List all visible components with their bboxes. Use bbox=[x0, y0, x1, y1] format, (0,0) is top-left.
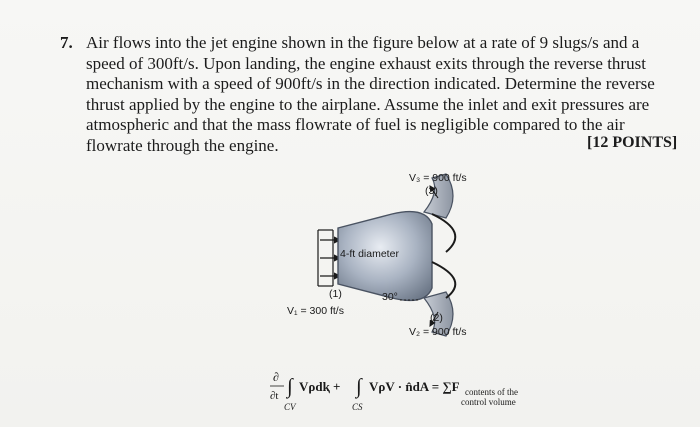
sum-subscript-line1: contents of the bbox=[465, 387, 518, 397]
integral-sign-2: ∫ bbox=[356, 374, 362, 398]
cascade-vanes bbox=[432, 214, 455, 298]
sum-subscript-line2: control volume bbox=[461, 397, 516, 407]
diameter-label: 4-ft diameter bbox=[340, 248, 399, 260]
v3-label: V₃ = 900 ft/s bbox=[409, 172, 467, 184]
v1-label: V₁ = 300 ft/s bbox=[287, 305, 344, 317]
cv-subscript: CV bbox=[284, 402, 296, 412]
partial-top: ∂ bbox=[273, 370, 279, 384]
section-2-label: (2) bbox=[430, 312, 443, 324]
points-label: [12 POINTS] bbox=[587, 134, 678, 151]
section-1-label: (1) bbox=[329, 288, 342, 300]
problem-line: thrust applied by the engine to the airplane. Assume the inlet and exit pressures are bbox=[86, 94, 650, 114]
section-3-label: (3) bbox=[425, 185, 438, 197]
cs-subscript: CS bbox=[352, 402, 363, 412]
v2-label: V₂ = 900 ft/s bbox=[409, 326, 467, 338]
integrand-2: VρV · n̂dA = ∑F bbox=[369, 379, 460, 394]
problem-line: flowrate through the engine. bbox=[86, 135, 279, 155]
problem-line: atmospheric and that the mass flowrate of fuel is negligible compared to the air bbox=[86, 115, 625, 134]
inflow-arrows bbox=[320, 240, 340, 276]
partial-bottom: ∂t bbox=[270, 390, 279, 402]
problem-line: speed of 300ft/s. Upon landing, the engine exhaust exits through the reverse thrust bbox=[86, 53, 646, 73]
momentum-equation bbox=[270, 370, 518, 412]
integrand-1: Vρdⱪ + bbox=[299, 379, 341, 394]
integral-sign-1: ∫ bbox=[287, 374, 293, 398]
angle-label: 30° bbox=[382, 291, 398, 303]
problem-line: mechanism with a speed of 900ft/s in the direction indicated. Determine the reverse bbox=[86, 74, 655, 93]
problem-line: Air flows into the jet engine shown in the figure below at a rate of 9 slugs/s and a bbox=[86, 33, 640, 52]
question-number: 7. bbox=[60, 33, 73, 52]
